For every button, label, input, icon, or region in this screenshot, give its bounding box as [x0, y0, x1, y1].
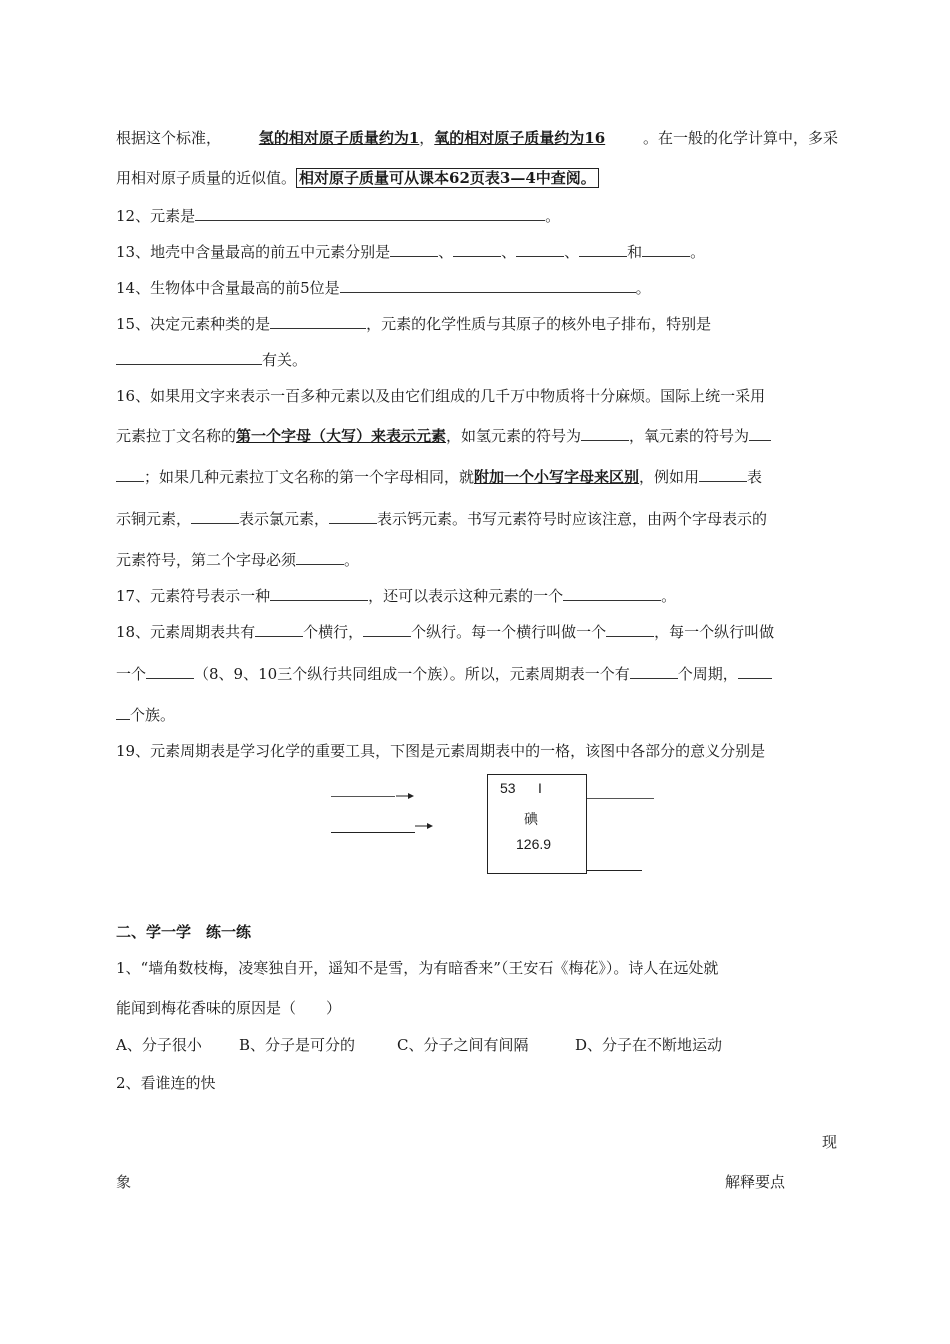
problem-1-line-1: 1、“墙角数枝梅，凌寒独自开，遥知不是雪，为有暗香来”（王安石《梅花》）。诗人在远处就: [116, 959, 719, 977]
answer-blank[interactable]: [516, 242, 564, 257]
answer-blank[interactable]: [195, 206, 545, 221]
emphasis-hydrogen: 氢的相对原子质量约为1: [258, 129, 420, 147]
question-16-line-1: 16、如果用文字来表示一百多种元素以及由它们组成的几千万中物质将十分麻烦。国际上统一采用: [116, 387, 766, 405]
atomic-number: 53: [500, 780, 516, 796]
label-blank-3[interactable]: [586, 798, 654, 799]
question-18-line-3: 个族。: [116, 705, 838, 725]
arrow-right-icon: [415, 820, 433, 832]
answer-blank[interactable]: [116, 467, 144, 482]
question-16-line-4: 示铜元素， 表示氯元素， 表示钙元素。书写元素符号时应该注意，由两个字母表示的: [116, 510, 768, 528]
answer-blank[interactable]: [579, 242, 627, 257]
answer-blank[interactable]: [363, 622, 411, 637]
para-line-1: 根据这个标准， 氢的相对原子质量约为1，氧的相对原子质量约为16 。在一般的化学计算中，多采: [116, 129, 838, 147]
column-header-phenomenon-1: 现: [822, 1133, 838, 1151]
column-header-explanation: 解释要点: [725, 1173, 786, 1191]
answer-blank[interactable]: [296, 550, 344, 565]
label-blank-4[interactable]: [586, 870, 642, 871]
answer-blank[interactable]: [642, 242, 690, 257]
question-16-line-2: 元素拉丁文名称的第一个字母（大写）来表示元素，如氢元素的符号为 ，氧元素的符号为: [116, 426, 838, 446]
question-18-line-2: 一个 （8、9、10三个纵行共同组成一个族）。所以，元素周期表一个有 个周期，: [116, 664, 838, 684]
text: 。在一般的化学计算中，多采: [642, 129, 838, 147]
emphasis-first-letter: 第一个字母（大写）来表示元素: [236, 427, 447, 445]
answer-blank[interactable]: [749, 426, 771, 441]
option-c[interactable]: C、分子之间有间隔: [397, 1036, 529, 1054]
problem-2-title: 2、看谁连的快: [116, 1074, 216, 1092]
emphasis-lowercase: 附加一个小写字母来区别: [474, 468, 640, 486]
answer-blank[interactable]: [270, 586, 368, 601]
option-b[interactable]: B、分子是可分的: [239, 1036, 356, 1054]
question-18-line-1: 18、元素周期表共有 个横行， 个纵行。每一个横行叫做一个 ，每一个纵行叫做: [116, 623, 775, 641]
question-12: 12、元素是 。: [116, 207, 561, 225]
option-d[interactable]: D、分子在不断地运动: [575, 1036, 723, 1054]
text: 根据这个标准，: [116, 129, 222, 147]
question-15-cont: 有关。: [116, 350, 838, 370]
question-17: 17、元素符号表示一种 ，还可以表示这种元素的一个 。: [116, 587, 677, 605]
answer-blank[interactable]: [563, 586, 661, 601]
answer-blank[interactable]: [340, 278, 636, 293]
question-16-line-3: ；如果几种元素拉丁文名称的第一个字母相同，就附加一个小写字母来区别，例如用 表: [116, 467, 838, 487]
answer-blank[interactable]: [453, 242, 501, 257]
answer-blank[interactable]: [255, 622, 303, 637]
answer-blank[interactable]: [116, 350, 262, 365]
periodic-table-cell: [487, 774, 587, 874]
label-blank-2[interactable]: [331, 832, 415, 833]
answer-blank[interactable]: [606, 622, 654, 637]
atomic-mass: 126.9: [516, 836, 552, 852]
problem-1-line-2: 能闻到梅花香味的原因是（ ）: [116, 999, 342, 1017]
answer-blank[interactable]: [329, 509, 377, 524]
question-14: 14、生物体中含量最高的前5位是 。: [116, 279, 651, 297]
answer-blank[interactable]: [270, 314, 366, 329]
answer-blank[interactable]: [738, 664, 772, 679]
answer-blank[interactable]: [390, 242, 438, 257]
arrow-right-icon: [396, 790, 414, 802]
answer-blank[interactable]: [699, 467, 747, 482]
option-a[interactable]: A、分子很小: [116, 1036, 202, 1054]
para-line-2: 用相对原子质量的近似值。 相对原子质量可从课本62页表3—4中查阅。: [116, 168, 838, 188]
question-19: 19、元素周期表是学习化学的重要工具，下图是元素周期表中的一格，该图中各部分的意义分别是: [116, 742, 766, 760]
answer-blank[interactable]: [581, 426, 629, 441]
boxed-note: 相对原子质量可从课本62页表3—4中查阅。: [296, 168, 599, 188]
element-name: 碘: [524, 812, 538, 828]
section-heading: 二、学一学 练一练: [116, 923, 252, 941]
answer-blank[interactable]: [146, 664, 194, 679]
answer-blank[interactable]: [630, 664, 678, 679]
answer-blank[interactable]: [191, 509, 239, 524]
column-header-phenomenon-2: 象: [116, 1173, 132, 1191]
label-blank-1[interactable]: [331, 796, 395, 797]
answer-blank[interactable]: [116, 705, 130, 720]
question-13: 13、地壳中含量最高的前五中元素分别是 、 、 、 和 。: [116, 243, 706, 261]
question-16-line-5: 元素符号，第二个字母必须 。: [116, 551, 360, 569]
emphasis-oxygen: 氧的相对原子质量约为16: [434, 129, 606, 147]
question-15: 15、决定元素种类的是 ，元素的化学性质与其原子的核外电子排布，特别是: [116, 315, 712, 333]
element-symbol: I: [538, 780, 542, 796]
